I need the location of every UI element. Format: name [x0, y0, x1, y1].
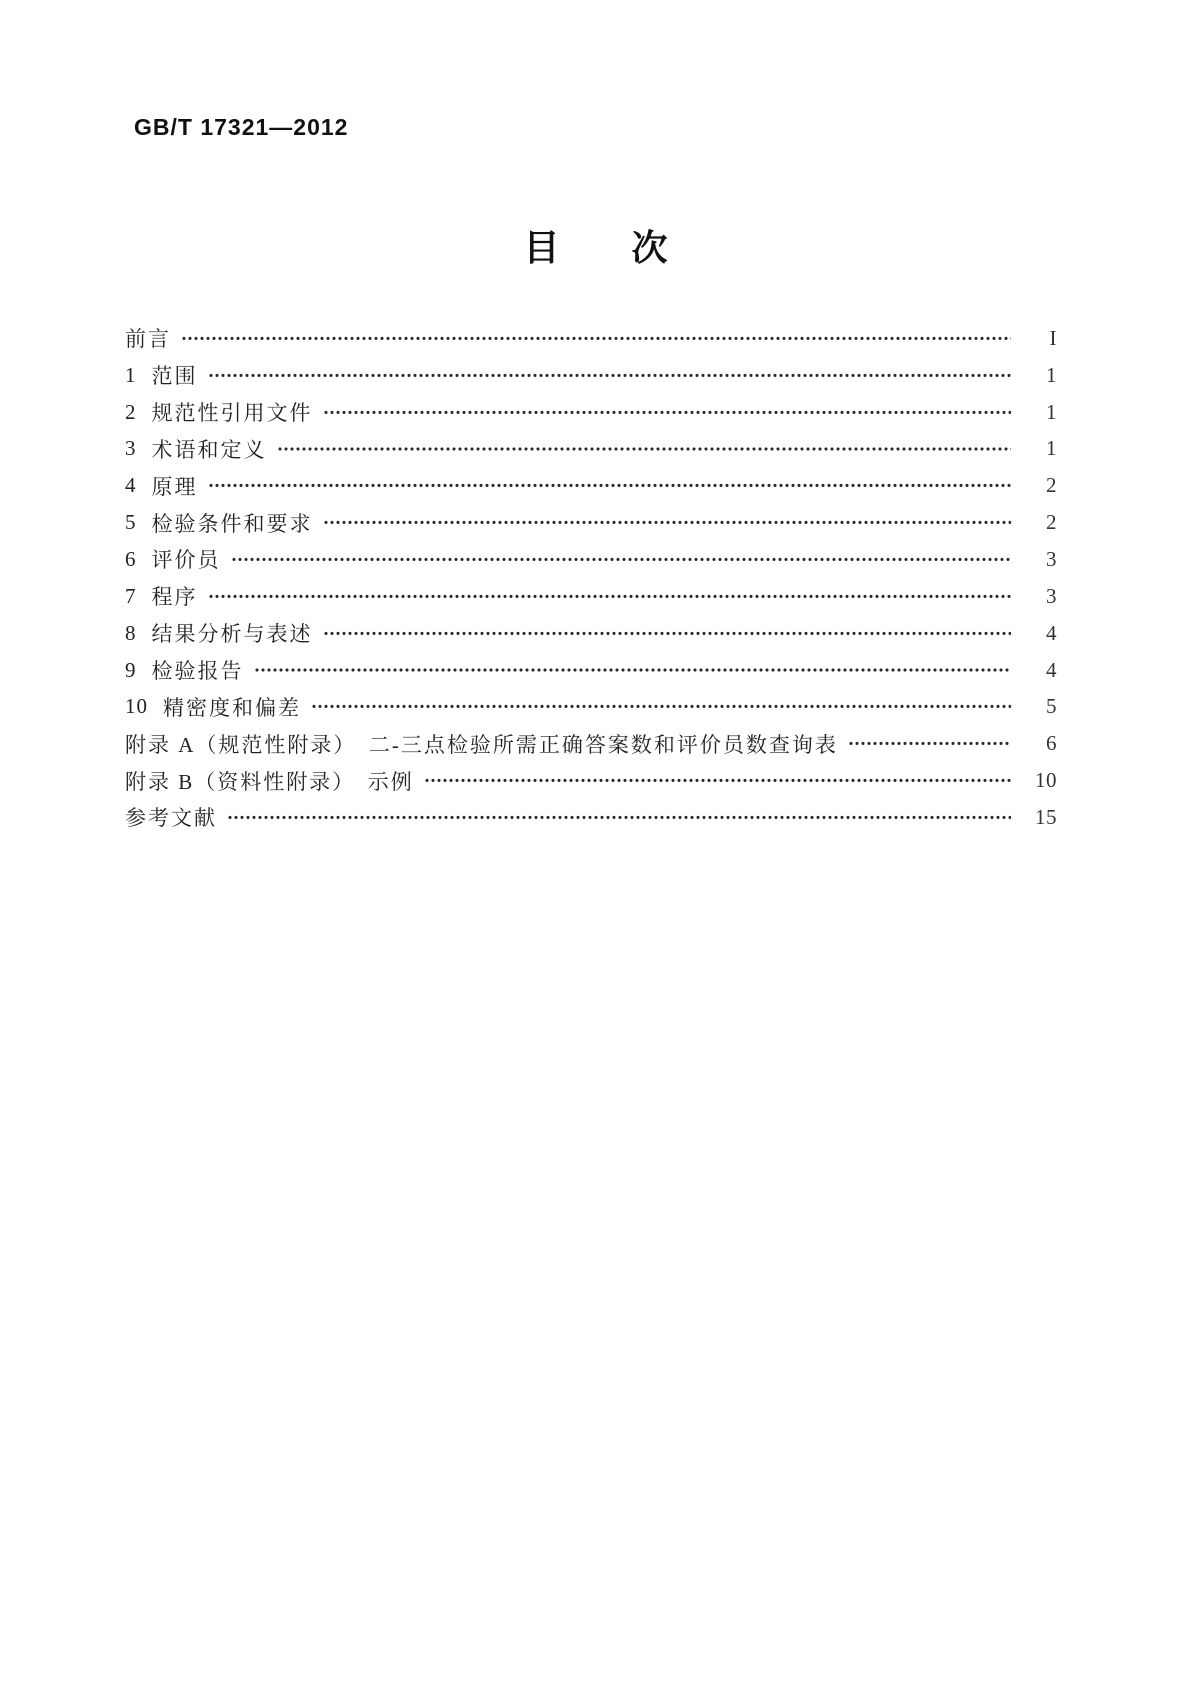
- toc-entry-label: 参考文献: [125, 806, 217, 831]
- toc-entry-label: 结果分析与表述: [151, 622, 313, 647]
- toc-entry-terms-definitions: [125, 431, 1057, 468]
- toc-entry-number: 5: [125, 510, 137, 535]
- toc-entry-number: 2: [125, 399, 137, 424]
- toc-entry-page: 15: [1035, 804, 1057, 829]
- dot-leader: [254, 652, 1012, 689]
- toc-entry-assessors: [125, 541, 1057, 578]
- toc-entry-number: 10: [125, 694, 148, 719]
- toc-entry-page: 2: [1046, 473, 1057, 498]
- toc-entry-procedure: [125, 578, 1057, 615]
- standard-number: GB/T 17321—2012: [134, 114, 349, 140]
- toc-entry-annex-b: [125, 762, 1057, 799]
- toc-entry-bibliography: [125, 799, 1057, 836]
- toc-entry-foreword: [125, 320, 1057, 357]
- toc-entry-page: 6: [1046, 731, 1057, 756]
- toc-entry-precision-bias: [125, 688, 1057, 725]
- toc-entry-scope: [125, 357, 1057, 394]
- toc-entry-label: 附录 B（资料性附录） 示例: [125, 769, 414, 794]
- toc-entry-number: 8: [125, 620, 137, 645]
- toc-entry-label: 规范性引用文件: [151, 401, 313, 426]
- dot-leader: [181, 320, 1011, 357]
- toc-entry-page: 3: [1046, 546, 1057, 571]
- toc-entry-label: 程序: [151, 585, 198, 610]
- toc-entry-page: 4: [1046, 657, 1057, 682]
- dot-leader: [208, 357, 1012, 394]
- toc-entry-number: 1: [125, 362, 137, 387]
- toc-entry-label: 范围: [151, 364, 198, 389]
- toc-entry-number: 4: [125, 473, 137, 498]
- dot-leader: [208, 578, 1012, 615]
- dot-leader: [323, 504, 1012, 541]
- toc-entry-label: 评价员: [151, 548, 221, 573]
- toc-entry-page: 1: [1046, 399, 1057, 424]
- dot-leader: [311, 688, 1011, 725]
- toc-entry-page: 4: [1046, 620, 1057, 645]
- toc-entry-page: 3: [1046, 583, 1057, 608]
- toc-entry-normative-references: [125, 394, 1057, 431]
- toc-entry-page: 10: [1035, 768, 1057, 793]
- toc-entry-page: 1: [1046, 436, 1057, 461]
- dot-leader: [323, 615, 1012, 652]
- table-of-contents: [125, 320, 1057, 836]
- toc-entry-label: 精密度和偏差: [163, 695, 301, 720]
- toc-entry-label: 前言: [125, 327, 171, 352]
- toc-entry-page: 5: [1046, 694, 1057, 719]
- toc-entry-number: 3: [125, 436, 137, 461]
- toc-entry-label: 原理: [151, 474, 198, 499]
- toc-entry-analysis-expression: [125, 615, 1057, 652]
- toc-entry-number: 9: [125, 657, 137, 682]
- toc-entry-test-report: [125, 652, 1057, 689]
- dot-leader: [424, 762, 1011, 799]
- dot-leader: [208, 467, 1012, 504]
- toc-entry-page: 2: [1046, 510, 1057, 535]
- dot-leader: [323, 394, 1012, 431]
- toc-entry-number: 7: [125, 583, 137, 608]
- dot-leader: [227, 799, 1011, 836]
- toc-entry-label: 附录 A（规范性附录） 二-三点检验所需正确答案数和评价员数查询表: [125, 732, 838, 757]
- page-title: 目 次: [523, 228, 668, 268]
- toc-entry-number: 6: [125, 546, 137, 571]
- dot-leader: [848, 725, 1011, 762]
- toc-entry-principle: [125, 467, 1057, 504]
- dot-leader: [231, 541, 1012, 578]
- toc-entry-test-conditions: [125, 504, 1057, 541]
- toc-entry-label: 术语和定义: [151, 437, 267, 462]
- toc-entry-label: 检验报告: [151, 659, 244, 684]
- toc-entry-annex-a: [125, 725, 1057, 762]
- dot-leader: [277, 431, 1012, 468]
- toc-entry-label: 检验条件和要求: [151, 511, 313, 536]
- toc-entry-page: 1: [1046, 362, 1057, 387]
- toc-entry-page: I: [1049, 325, 1057, 350]
